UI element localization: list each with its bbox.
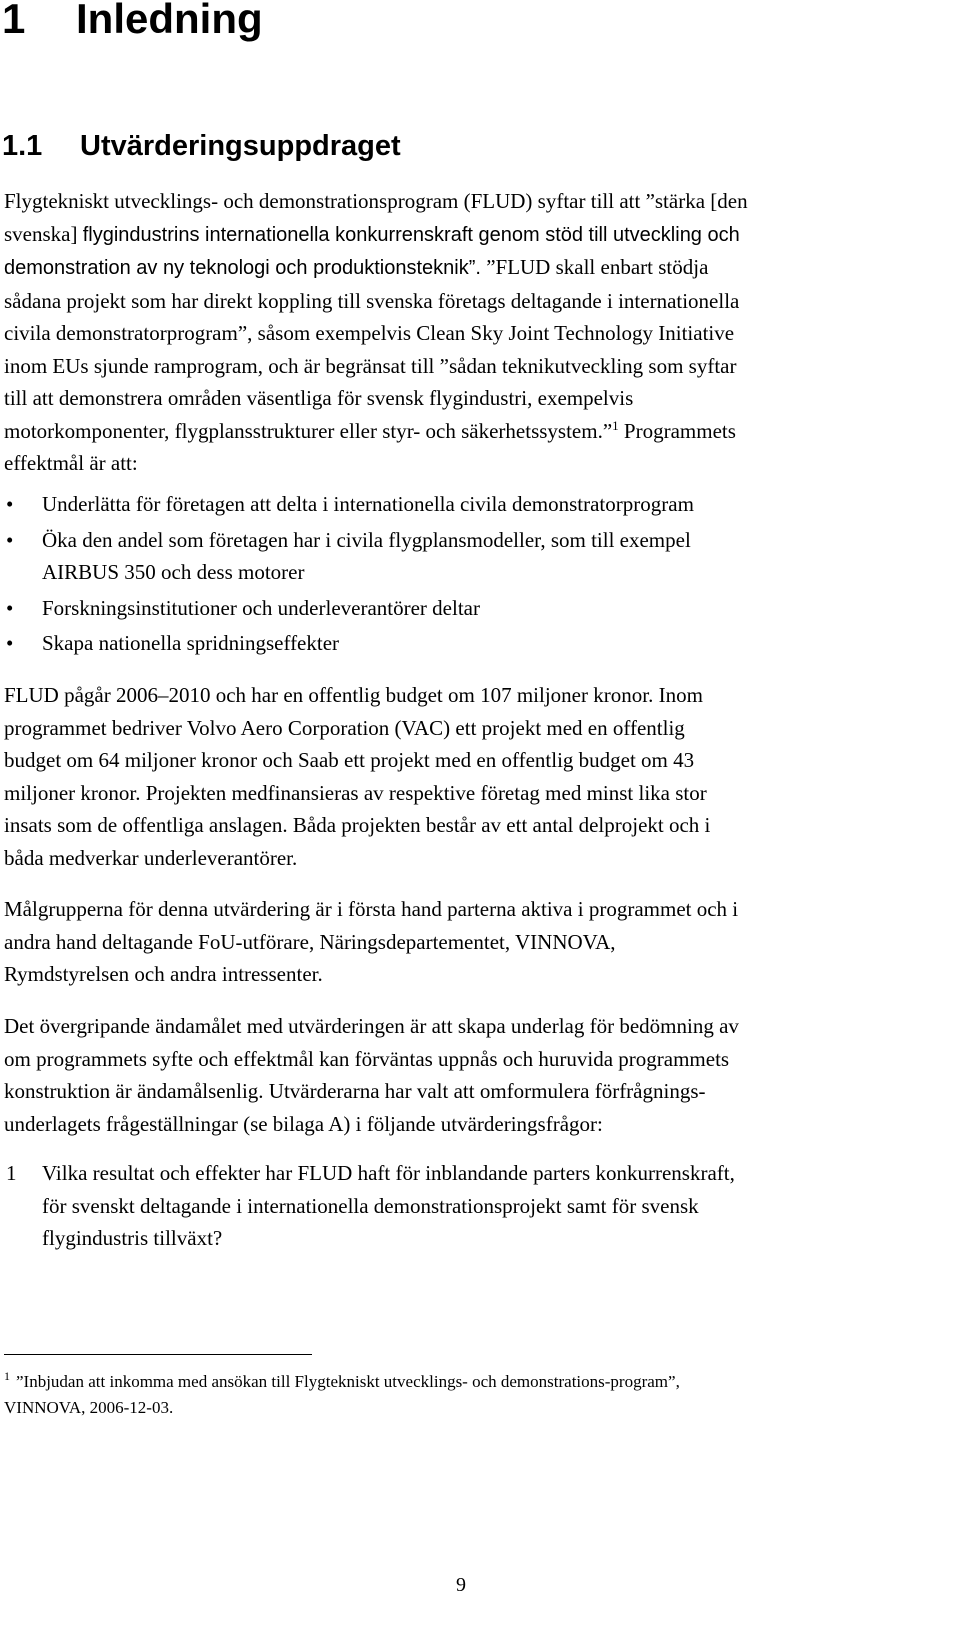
list-item-text: flygindustris tillväxt? xyxy=(42,1226,223,1250)
footnote-number: 1 xyxy=(4,1369,10,1383)
intro-line: effektmål är att: xyxy=(4,451,138,475)
goal-bullet-list xyxy=(4,488,694,660)
paragraph-line: miljoner kronor. Projekten medfinansieras av respektive företag med minst lika stor xyxy=(4,780,707,805)
target-group-paragraph xyxy=(4,893,738,991)
question-number: 1 xyxy=(6,1161,17,1185)
list-item-text: AIRBUS 350 och dess motorer xyxy=(42,560,305,584)
purpose-paragraph xyxy=(4,1010,739,1140)
footnote-reference[interactable]: 1 xyxy=(612,417,619,433)
chapter-number: 1 xyxy=(2,0,26,42)
intro-line: civila demonstratorprogram”, såsom exempelvis Clean Sky Joint Technology Initiative xyxy=(4,321,735,345)
intro-line: sådana projekt som har direkt koppling till svenska företags deltagande i internationella xyxy=(4,288,740,313)
paragraph-line: Målgrupperna för denna utvärdering är i första hand parterna aktiva i programmet och i xyxy=(4,897,739,921)
intro-line: motorkomponenter, flygplansstrukturer eller styr- och säkerhetssystem.” xyxy=(4,418,613,443)
section-title: Utvärderingsuppdraget xyxy=(80,130,401,162)
budget-paragraph xyxy=(4,679,710,874)
list-item xyxy=(4,627,694,660)
evaluation-question-list xyxy=(4,1157,735,1255)
paragraph-line: programmet bedriver Volvo Aero Corporation (VAC) ett projekt med en offentlig xyxy=(4,715,685,740)
list-item xyxy=(4,1157,735,1255)
intro-line: till att demonstrera områden väsentliga för svensk flygindustri, exempelvis xyxy=(4,386,634,410)
paragraph-line: konstruktion är ändamålsenlig. Utvärderarna har valt att omformulera förfrågnings- xyxy=(4,1079,706,1103)
paragraph-line: båda medverkar underleverantörer. xyxy=(4,845,298,870)
intro-paragraph xyxy=(4,185,748,480)
page-number: 9 xyxy=(456,1574,466,1596)
footnote-divider xyxy=(4,1354,312,1355)
list-item-text: Skapa nationella spridningseffekter xyxy=(42,631,340,655)
paragraph-line: budget om 64 miljoner kronor och Saab ett projekt med en offentlig budget om 43 xyxy=(4,748,695,772)
list-item xyxy=(4,524,694,589)
list-item-text: Öka den andel som företagen har i civila flygplansmodeller, som till exempel xyxy=(42,527,691,552)
footnote-line: VINNOVA, 2006-12-03. xyxy=(4,1398,174,1417)
paragraph-line: Det övergripande ändamålet med utvärderingen är att skapa underlag för bedömning av xyxy=(4,1014,739,1038)
intro-line: svenska] xyxy=(4,221,83,246)
list-item-text: för svenskt deltagande i internationella demonstrationsprojekt samt för svensk xyxy=(42,1193,699,1218)
footnote xyxy=(4,1369,680,1421)
intro-line: ”FLUD skall enbart stödja xyxy=(480,255,709,279)
intro-line: Flygtekniskt utvecklings- och demonstrationsprogram (FLUD) syftar till att ”stärka [den xyxy=(4,189,748,213)
list-item-text: Vilka resultat och effekter har FLUD haft för inblandande parters konkurrenskraft, xyxy=(42,1161,735,1185)
chapter-title: Inledning xyxy=(76,0,263,42)
bullet-marker: • xyxy=(6,595,14,620)
bullet-marker: • xyxy=(6,492,14,516)
paragraph-line: om programmets syfte och effektmål kan förväntas uppnås och huruvida programmets xyxy=(4,1046,730,1071)
paragraph-line: FLUD pågår 2006–2010 och har en offentlig budget om 107 miljoner kronor. Inom xyxy=(4,683,703,707)
section-number: 1.1 xyxy=(2,130,43,162)
bullet-marker: • xyxy=(6,527,14,552)
list-item xyxy=(4,592,694,625)
footnote-line: ”Inbjudan att inkomma med ansökan till Flygtekniskt utvecklings- och demonstrations-program”, xyxy=(16,1372,680,1391)
section-heading xyxy=(2,128,401,164)
list-item-text: Forskningsinstitutioner och underleverantörer deltar xyxy=(42,595,480,620)
paragraph-line: andra hand deltagande FoU-utförare, Näringsdepartementet, VINNOVA, xyxy=(4,929,616,954)
paragraph-line: underlagets frågeställningar (se bilaga A) i följande utvärderingsfrågor: xyxy=(4,1111,603,1136)
paragraph-line: insats som de offentliga anslagen. Båda projekten består av ett antal delprojekt och i xyxy=(4,813,711,837)
bullet-marker: • xyxy=(6,631,14,655)
list-item xyxy=(4,488,694,521)
intro-sans-run: flygindustrins internationella konkurrenskraft genom stöd till utveckling och xyxy=(82,223,740,246)
chapter-heading xyxy=(2,0,263,44)
intro-sans-run: demonstration av ny teknologi och produktionsteknik”. xyxy=(4,257,481,279)
list-item-text: Underlätta för företagen att delta i internationella civila demonstratorprogram xyxy=(42,492,694,516)
intro-line: inom EUs sjunde ramprogram, och är begränsat till ”sådan teknikutveckling som syftar xyxy=(4,353,737,378)
intro-line: Programmets xyxy=(618,418,736,443)
paragraph-line: Rymdstyrelsen och andra intressenter. xyxy=(4,962,323,986)
